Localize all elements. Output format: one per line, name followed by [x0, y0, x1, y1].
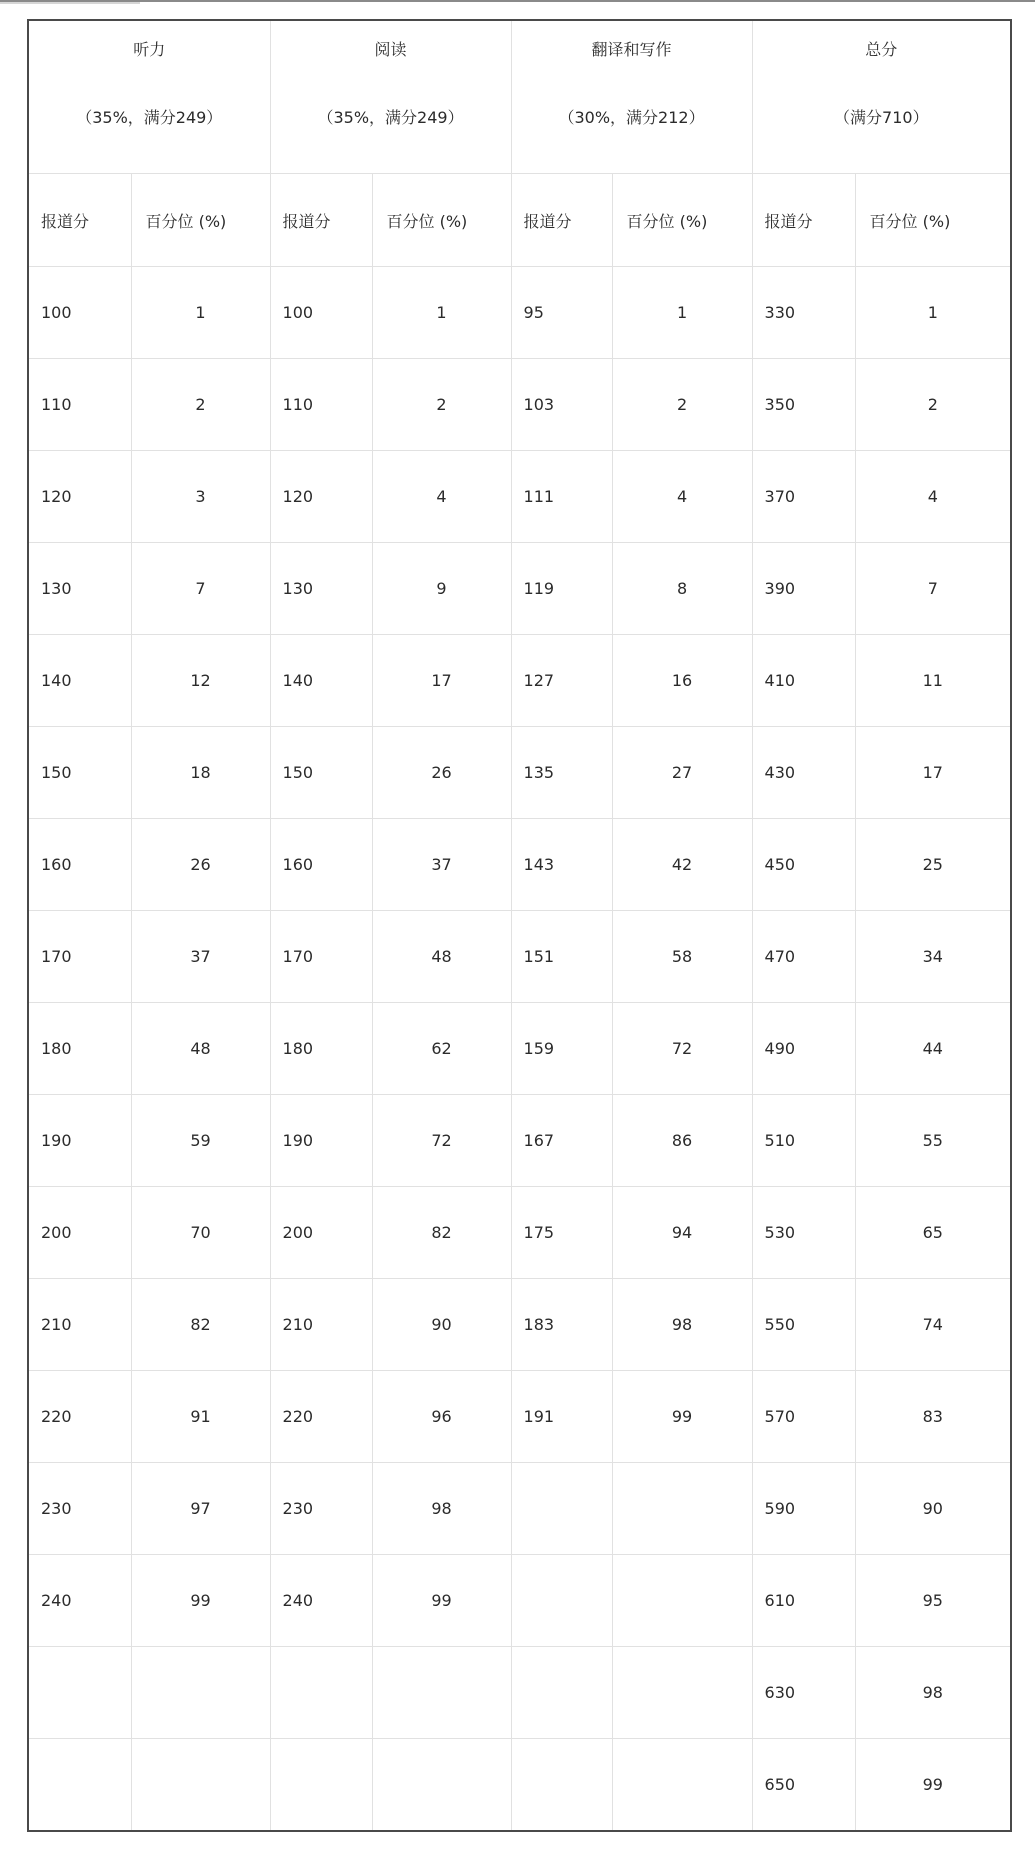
score-cell: 450 — [752, 819, 855, 911]
percentile-cell — [372, 543, 511, 635]
percentile-cell — [372, 1371, 511, 1463]
score-column-header: 报道分 — [511, 174, 612, 267]
score-cell: 630 — [752, 1647, 855, 1739]
percentile-cell — [131, 819, 270, 911]
percentile-value: 2 — [676, 395, 688, 414]
score-cell: 119 — [511, 543, 612, 635]
percentile-cell — [131, 1371, 270, 1463]
percentile-value: 3 — [195, 487, 206, 506]
score-cell: 150 — [270, 727, 372, 819]
score-cell — [28, 1739, 131, 1832]
percentile-value: 2 — [195, 395, 206, 414]
percentile-value: 17 — [431, 671, 452, 690]
percentile-cell — [372, 911, 511, 1003]
table-row — [28, 451, 1011, 543]
section-title: 阅读 — [374, 40, 407, 59]
percentile-value: 44 — [922, 1039, 943, 1058]
percentile-cell — [855, 1647, 1011, 1739]
table-row — [28, 819, 1011, 911]
percentile-cell — [612, 543, 752, 635]
percentile-cell — [372, 1463, 511, 1555]
percentile-value: 12 — [190, 671, 211, 690]
score-cell: 350 — [752, 359, 855, 451]
score-column-header: 报道分 — [752, 174, 855, 267]
percentile-column-header: 百分位 (%) — [855, 174, 1011, 267]
percentile-cell — [131, 1095, 270, 1187]
score-cell: 130 — [270, 543, 372, 635]
score-cell: 111 — [511, 451, 612, 543]
percentile-column-header: 百分位 (%) — [612, 174, 752, 267]
percentile-value: 2 — [927, 395, 938, 414]
score-cell: 100 — [270, 267, 372, 359]
percentile-value: 72 — [431, 1131, 452, 1150]
percentile-value: 62 — [431, 1039, 452, 1058]
score-cell: 490 — [752, 1003, 855, 1095]
score-cell: 220 — [28, 1371, 131, 1463]
percentile-cell — [612, 727, 752, 819]
percentile-cell — [855, 635, 1011, 727]
percentile-cell — [612, 1647, 752, 1739]
percentile-cell — [372, 1187, 511, 1279]
percentile-value: 48 — [190, 1039, 211, 1058]
score-cell: 210 — [28, 1279, 131, 1371]
percentile-cell — [612, 1187, 752, 1279]
score-cell — [28, 1647, 131, 1739]
section-subtitle: （满分710） — [834, 108, 929, 127]
percentile-cell — [855, 1463, 1011, 1555]
percentile-cell — [372, 267, 511, 359]
score-cell: 240 — [270, 1555, 372, 1647]
score-cell: 140 — [270, 635, 372, 727]
score-cell: 130 — [28, 543, 131, 635]
percentile-value: 95 — [922, 1591, 943, 1610]
score-cell: 220 — [270, 1371, 372, 1463]
score-cell: 167 — [511, 1095, 612, 1187]
percentile-cell — [372, 1279, 511, 1371]
score-cell: 200 — [28, 1187, 131, 1279]
percentile-value: 98 — [922, 1683, 943, 1702]
percentile-cell — [855, 543, 1011, 635]
percentile-value: 8 — [676, 579, 688, 598]
score-cell: 180 — [28, 1003, 131, 1095]
percentile-value: 4 — [927, 487, 938, 506]
percentile-value: 74 — [922, 1315, 943, 1334]
percentile-cell — [612, 911, 752, 1003]
percentile-column-header: 百分位 (%) — [372, 174, 511, 267]
percentile-cell — [372, 635, 511, 727]
top-border-shadow — [0, 2, 140, 4]
table-row — [28, 911, 1011, 1003]
section-title: 总分 — [865, 40, 898, 59]
section-header-translation-writing — [511, 20, 752, 174]
table-row — [28, 1187, 1011, 1279]
score-cell: 210 — [270, 1279, 372, 1371]
table-row — [28, 1003, 1011, 1095]
section-header-row — [28, 20, 1011, 174]
score-cell: 160 — [28, 819, 131, 911]
score-cell: 143 — [511, 819, 612, 911]
table-row — [28, 267, 1011, 359]
score-cell: 510 — [752, 1095, 855, 1187]
percentile-cell — [855, 1003, 1011, 1095]
score-column-header: 报道分 — [28, 174, 131, 267]
score-cell — [511, 1647, 612, 1739]
percentile-cell — [131, 911, 270, 1003]
percentile-value: 4 — [436, 487, 447, 506]
score-cell: 190 — [270, 1095, 372, 1187]
score-cell — [511, 1463, 612, 1555]
percentile-cell — [131, 451, 270, 543]
score-cell: 151 — [511, 911, 612, 1003]
table-body — [28, 267, 1011, 1832]
score-cell: 150 — [28, 727, 131, 819]
percentile-value: 7 — [927, 579, 938, 598]
score-cell: 120 — [28, 451, 131, 543]
section-header-total — [752, 20, 1011, 174]
percentile-cell — [855, 819, 1011, 911]
percentile-cell — [131, 635, 270, 727]
percentile-cell — [131, 1739, 270, 1832]
table-row — [28, 543, 1011, 635]
score-cell: 103 — [511, 359, 612, 451]
percentile-value: 2 — [436, 395, 447, 414]
percentile-cell — [372, 1647, 511, 1739]
percentile-value: 55 — [922, 1131, 943, 1150]
score-cell: 410 — [752, 635, 855, 727]
percentile-value: 86 — [671, 1131, 693, 1150]
percentile-value: 72 — [671, 1039, 693, 1058]
score-cell: 160 — [270, 819, 372, 911]
score-cell: 390 — [752, 543, 855, 635]
percentile-cell — [131, 1463, 270, 1555]
percentile-value: 58 — [671, 947, 693, 966]
percentile-cell — [372, 359, 511, 451]
score-cell: 127 — [511, 635, 612, 727]
table-row — [28, 359, 1011, 451]
score-cell: 183 — [511, 1279, 612, 1371]
percentile-cell — [131, 727, 270, 819]
score-cell: 590 — [752, 1463, 855, 1555]
percentile-cell — [855, 267, 1011, 359]
percentile-value: 65 — [922, 1223, 943, 1242]
table-row — [28, 635, 1011, 727]
score-cell: 330 — [752, 267, 855, 359]
score-cell: 175 — [511, 1187, 612, 1279]
percentile-cell — [612, 1003, 752, 1095]
percentile-value: 9 — [436, 579, 447, 598]
percentile-value: 90 — [922, 1499, 943, 1518]
percentile-cell — [855, 1739, 1011, 1832]
table-row — [28, 1095, 1011, 1187]
percentile-value: 82 — [431, 1223, 452, 1242]
percentile-cell — [855, 727, 1011, 819]
table-row — [28, 1463, 1011, 1555]
percentile-value: 26 — [190, 855, 211, 874]
percentile-cell — [372, 1555, 511, 1647]
percentile-cell — [855, 451, 1011, 543]
percentile-value: 98 — [431, 1499, 452, 1518]
percentile-cell — [131, 1003, 270, 1095]
score-cell: 159 — [511, 1003, 612, 1095]
percentile-cell — [131, 267, 270, 359]
score-cell: 430 — [752, 727, 855, 819]
score-cell: 230 — [270, 1463, 372, 1555]
score-cell: 140 — [28, 635, 131, 727]
percentile-value: 97 — [190, 1499, 211, 1518]
percentile-value: 37 — [190, 947, 211, 966]
percentile-cell — [612, 1739, 752, 1832]
percentile-value: 17 — [922, 763, 943, 782]
score-cell: 190 — [28, 1095, 131, 1187]
table-row — [28, 1371, 1011, 1463]
percentile-value: 27 — [671, 763, 693, 782]
section-subtitle: （35%，满分249） — [76, 108, 223, 127]
score-cell — [270, 1739, 372, 1832]
score-cell: 100 — [28, 267, 131, 359]
percentile-value: 70 — [190, 1223, 211, 1242]
percentile-value: 99 — [922, 1775, 943, 1794]
score-cell: 200 — [270, 1187, 372, 1279]
score-cell: 170 — [28, 911, 131, 1003]
percentile-cell — [372, 727, 511, 819]
table-row — [28, 727, 1011, 819]
percentile-cell — [612, 1463, 752, 1555]
percentile-table — [27, 19, 1012, 1832]
percentile-value: 7 — [195, 579, 206, 598]
percentile-cell — [372, 1095, 511, 1187]
score-cell: 170 — [270, 911, 372, 1003]
score-cell: 230 — [28, 1463, 131, 1555]
percentile-value: 4 — [676, 487, 688, 506]
score-cell: 120 — [270, 451, 372, 543]
table-row — [28, 1739, 1011, 1832]
score-cell: 180 — [270, 1003, 372, 1095]
percentile-value: 94 — [671, 1223, 693, 1242]
percentile-cell — [131, 1555, 270, 1647]
score-cell: 110 — [270, 359, 372, 451]
score-cell: 470 — [752, 911, 855, 1003]
percentile-cell — [855, 1095, 1011, 1187]
percentile-cell — [372, 451, 511, 543]
percentile-value: 1 — [436, 303, 447, 322]
percentile-value: 99 — [190, 1591, 211, 1610]
percentile-value: 98 — [671, 1315, 693, 1334]
percentile-cell — [612, 267, 752, 359]
percentile-value: 18 — [190, 763, 211, 782]
percentile-value: 37 — [431, 855, 452, 874]
percentile-cell — [855, 359, 1011, 451]
score-cell: 135 — [511, 727, 612, 819]
percentile-value: 1 — [676, 303, 688, 322]
table-row — [28, 1279, 1011, 1371]
score-cell: 570 — [752, 1371, 855, 1463]
percentile-value: 1 — [195, 303, 206, 322]
percentile-cell — [855, 1555, 1011, 1647]
percentile-cell — [855, 1279, 1011, 1371]
percentile-value: 26 — [431, 763, 452, 782]
percentile-cell — [612, 359, 752, 451]
percentile-value: 25 — [922, 855, 943, 874]
percentile-cell — [612, 1279, 752, 1371]
percentile-cell — [372, 1739, 511, 1832]
score-cell — [270, 1647, 372, 1739]
percentile-cell — [612, 451, 752, 543]
percentile-cell — [855, 911, 1011, 1003]
percentile-value: 11 — [922, 671, 943, 690]
section-subtitle: （30%，满分212） — [558, 108, 705, 127]
percentile-value: 99 — [431, 1591, 452, 1610]
percentile-value: 90 — [431, 1315, 452, 1334]
percentile-cell — [612, 1371, 752, 1463]
section-header-listening — [28, 20, 270, 174]
score-cell: 530 — [752, 1187, 855, 1279]
percentile-cell — [612, 635, 752, 727]
percentile-value: 99 — [671, 1407, 693, 1426]
percentile-value: 59 — [190, 1131, 211, 1150]
percentile-value: 96 — [431, 1407, 452, 1426]
percentile-value: 83 — [922, 1407, 943, 1426]
percentile-value: 91 — [190, 1407, 211, 1426]
score-cell: 370 — [752, 451, 855, 543]
section-subtitle: （35%，满分249） — [317, 108, 464, 127]
percentile-cell — [372, 819, 511, 911]
percentile-value: 48 — [431, 947, 452, 966]
score-cell: 240 — [28, 1555, 131, 1647]
percentile-value: 16 — [671, 671, 693, 690]
percentile-value: 1 — [927, 303, 938, 322]
score-cell: 95 — [511, 267, 612, 359]
top-border-line — [0, 0, 1035, 2]
score-cell — [511, 1739, 612, 1832]
percentile-cell — [612, 1555, 752, 1647]
section-title: 听力 — [133, 40, 166, 59]
percentile-value: 34 — [922, 947, 943, 966]
section-header-reading — [270, 20, 511, 174]
percentile-cell — [131, 359, 270, 451]
score-cell: 191 — [511, 1371, 612, 1463]
section-title: 翻译和写作 — [591, 40, 672, 59]
percentile-cell — [612, 1095, 752, 1187]
percentile-cell — [372, 1003, 511, 1095]
percentile-cell — [855, 1187, 1011, 1279]
score-column-header: 报道分 — [270, 174, 372, 267]
score-cell: 610 — [752, 1555, 855, 1647]
score-cell: 650 — [752, 1739, 855, 1832]
percentile-cell — [131, 1647, 270, 1739]
percentile-value: 82 — [190, 1315, 211, 1334]
percentile-cell — [131, 543, 270, 635]
percentile-cell — [131, 1187, 270, 1279]
sub-header-row — [28, 174, 1011, 267]
percentile-cell — [131, 1279, 270, 1371]
percentile-cell — [612, 819, 752, 911]
table-row — [28, 1647, 1011, 1739]
score-cell: 110 — [28, 359, 131, 451]
percentile-cell — [855, 1371, 1011, 1463]
percentile-value: 42 — [671, 855, 693, 874]
table-row — [28, 1555, 1011, 1647]
score-cell — [511, 1555, 612, 1647]
percentile-column-header: 百分位 (%) — [131, 174, 270, 267]
score-cell: 550 — [752, 1279, 855, 1371]
